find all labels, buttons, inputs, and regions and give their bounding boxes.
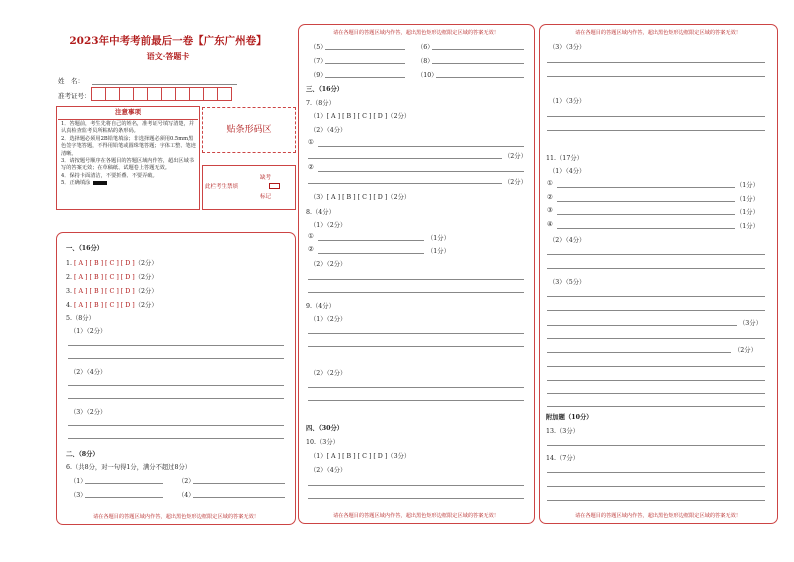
absent-label: 缺考	[260, 175, 272, 181]
section-3-title: 三、（16分）	[306, 86, 344, 93]
question-6: 6.（共8分，对一句得1分，满分不超过8分）	[66, 464, 192, 471]
mc-question-2[interactable]: 2. [ A ] [ B ] [ C ] [ D ]（2分）	[66, 274, 158, 281]
circle-num: ③	[547, 207, 553, 214]
question-10-1[interactable]: （1）[ A ] [ B ] [ C ] [ D ]（3分）	[310, 453, 411, 460]
answer-line[interactable]	[325, 63, 405, 64]
notice-item: 2．选择题必须用2B铅笔填涂；非选择题必须用0.5mm黑色签字笔答题，不得用铅笔或圆珠笔答题；字体工整、笔迹清晰。	[61, 135, 196, 157]
question-10: 10.（3分）	[306, 439, 339, 446]
exam-number-cells[interactable]	[91, 87, 231, 101]
answer-line[interactable]	[547, 472, 765, 473]
answer-line[interactable]	[547, 325, 737, 326]
absent-mark-label: 标记	[260, 194, 272, 200]
answer-line[interactable]	[547, 268, 765, 269]
answer-line[interactable]	[547, 366, 765, 367]
answer-line[interactable]	[68, 358, 284, 359]
answer-line[interactable]	[325, 77, 405, 78]
blank-label: （10）	[417, 72, 438, 79]
notice-item: 4．保持卡面清洁，不要折叠、不要弄破。	[61, 172, 158, 179]
answer-line[interactable]	[547, 393, 765, 394]
question-9-1: （1）（2分）	[310, 316, 347, 323]
answer-line[interactable]	[318, 171, 524, 172]
section-2-title: 二、（8分）	[66, 451, 99, 458]
answer-line[interactable]	[193, 483, 285, 484]
answer-line[interactable]	[308, 346, 524, 347]
question-11-1: （1）（4分）	[549, 168, 586, 175]
answer-line[interactable]	[308, 485, 524, 486]
answer-line[interactable]	[547, 76, 765, 77]
notice-heading: 注意事项	[58, 106, 198, 120]
answer-line[interactable]	[318, 146, 524, 147]
answer-line[interactable]	[68, 345, 284, 346]
section-4-title: 四、（30分）	[306, 425, 344, 432]
answer-line[interactable]	[557, 187, 735, 188]
boundary-hint: 请在各题目的答题区域内作答，超出黑色矩形边框限定区域的答案无效！	[332, 30, 499, 36]
answer-line[interactable]	[547, 116, 765, 117]
blank-label: （7）	[310, 58, 327, 65]
question-11-3: （3）（5分）	[549, 279, 586, 286]
notice-item: 1．答题前，考生先将自己的姓名，准考证号填写清楚，并认真检查监考员所粘贴的条形码。	[61, 121, 194, 135]
answer-line[interactable]	[547, 338, 765, 339]
circle-num: ①	[547, 180, 553, 187]
notice-item: 5．正确填涂	[61, 180, 196, 187]
name-label: 姓 名：	[58, 77, 84, 85]
name-field[interactable]	[92, 84, 237, 85]
blank-label: （2）	[178, 478, 195, 485]
circle-num: ①	[308, 233, 314, 240]
question-13: 13.（3分）	[546, 428, 579, 435]
answer-line[interactable]	[547, 500, 765, 501]
mc-question-3[interactable]: 3. [ A ] [ B ] [ C ] [ D ]（2分）	[66, 288, 158, 295]
question-9: 9.（4分）	[306, 303, 335, 310]
answer-line[interactable]	[547, 254, 765, 255]
question-8-2: （2）（2分）	[310, 261, 347, 268]
score-label: （3分）	[739, 320, 762, 327]
absent-note: 此栏考生禁填	[205, 184, 239, 190]
answer-line[interactable]	[557, 228, 735, 229]
answer-line[interactable]	[308, 158, 502, 159]
notice-item: 3．请按题号顺序在各题目的答题区域内作答，超出区域书写的答案无效；在草稿纸、试题卷上答题无效。	[61, 158, 194, 172]
answer-line[interactable]	[547, 310, 765, 311]
notice-list	[61, 121, 196, 188]
answer-line[interactable]	[547, 406, 765, 407]
score-label: （2分）	[734, 347, 757, 354]
answer-line[interactable]	[557, 214, 735, 215]
mc-question-4[interactable]: 4. [ A ] [ B ] [ C ] [ D ]（2分）	[66, 302, 158, 309]
answer-line[interactable]	[308, 498, 524, 499]
answer-line[interactable]	[325, 49, 405, 50]
answer-line[interactable]	[193, 497, 285, 498]
extra-section-title: 附加题（10分）	[546, 414, 593, 421]
page-subtitle: 语文·答题卡	[146, 51, 190, 61]
barcode-area: 贴条形码区	[202, 107, 296, 153]
answer-line[interactable]	[318, 240, 424, 241]
blank-label: （6）	[417, 44, 434, 51]
answer-line[interactable]	[85, 483, 163, 484]
score-label: （1分）	[736, 223, 759, 230]
blank-label: （3）	[70, 492, 87, 499]
boundary-hint: 请在各题目的答题区域内作答，超出黑色矩形边框限定区域的答案无效！	[574, 30, 741, 36]
blank-label: （9）	[310, 72, 327, 79]
question-5-3: （3）（2分）	[70, 409, 107, 416]
score-label: （1分）	[736, 182, 759, 189]
answer-line[interactable]	[68, 425, 284, 426]
section-1-title: 一、（16分）	[66, 245, 104, 252]
answer-line[interactable]	[432, 49, 524, 50]
question-7-3[interactable]: （3）[ A ] [ B ] [ C ] [ D ]（2分）	[310, 194, 411, 201]
circle-num: ①	[308, 139, 314, 146]
question-10-2: （2）（4分）	[310, 467, 347, 474]
answer-line[interactable]	[308, 387, 524, 388]
answer-line[interactable]	[308, 333, 524, 334]
answer-line[interactable]	[318, 253, 424, 254]
blank-label: （5）	[310, 44, 327, 51]
question-7-1[interactable]: （1）[ A ] [ B ] [ C ] [ D ]（2分）	[310, 113, 411, 120]
question-9-2: （2）（2分）	[310, 370, 347, 377]
score-label: （2分）	[504, 153, 527, 160]
filled-mark-example	[93, 181, 107, 185]
answer-line[interactable]	[547, 62, 765, 63]
answer-line[interactable]	[557, 201, 735, 202]
answer-line[interactable]	[547, 130, 765, 131]
page-title: 2023年中考考前最后一卷【广东广州卷】	[69, 35, 267, 47]
score-label: （1分）	[736, 209, 759, 216]
question-7-2: （2）（4分）	[310, 127, 347, 134]
answer-line[interactable]	[85, 497, 163, 498]
circle-num: ②	[547, 194, 553, 201]
boundary-hint: 请在各题目的答题区域内作答，超出黑色矩形边框限定区域的答案无效！	[332, 513, 499, 519]
question-5: 5.（8分）	[66, 315, 95, 322]
question-5-1: （1）（2分）	[70, 328, 107, 335]
answer-line[interactable]	[68, 398, 284, 399]
score-label: （2分）	[504, 179, 527, 186]
question-8: 8.（4分）	[306, 209, 335, 216]
question-14: 14.（7分）	[546, 455, 579, 462]
score-label: （1分）	[427, 248, 450, 255]
mc-question-1[interactable]: 1. [ A ] [ B ] [ C ] [ D ]（2分）	[66, 260, 158, 267]
answer-line[interactable]	[547, 486, 765, 487]
question-5-2: （2）（4分）	[70, 369, 107, 376]
answer-line[interactable]	[308, 183, 502, 184]
question-7: 7.（8分）	[306, 100, 335, 107]
answer-line[interactable]	[547, 352, 731, 353]
blank-label: （4）	[178, 492, 195, 499]
question-11: 11.（17分）	[546, 155, 583, 162]
answer-line[interactable]	[68, 385, 284, 386]
answer-line[interactable]	[308, 400, 524, 401]
question-11-2: （2）（4分）	[549, 237, 586, 244]
answer-line[interactable]	[436, 77, 524, 78]
answer-line[interactable]	[432, 63, 524, 64]
circle-num: ②	[308, 164, 314, 171]
boundary-hint: 请在各题目的答题区域内作答，超出黑色矩形边框限定区域的答案无效！	[574, 513, 741, 519]
blank-label: （1）	[70, 478, 87, 485]
score-label: （1分）	[736, 196, 759, 203]
answer-line[interactable]	[68, 438, 284, 439]
answer-line[interactable]	[547, 445, 765, 446]
question-8-1: （1）（2分）	[310, 222, 347, 229]
absent-checkbox[interactable]	[269, 183, 280, 189]
question-10-3: （3）（3分）	[549, 44, 586, 51]
answer-line[interactable]	[308, 279, 524, 280]
answer-line[interactable]	[547, 380, 765, 381]
question-10-4: （1）（3分）	[549, 98, 586, 105]
circle-num: ④	[547, 221, 553, 228]
answer-line[interactable]	[308, 292, 524, 293]
exam-number-label: 准考证号：	[58, 92, 91, 100]
boundary-hint: 请在各题目的答题区域内作答，超出黑色矩形边框限定区域的答案无效！	[92, 514, 259, 520]
blank-label: （8）	[417, 58, 434, 65]
circle-num: ②	[308, 246, 314, 253]
score-label: （1分）	[427, 235, 450, 242]
answer-line[interactable]	[547, 296, 765, 297]
